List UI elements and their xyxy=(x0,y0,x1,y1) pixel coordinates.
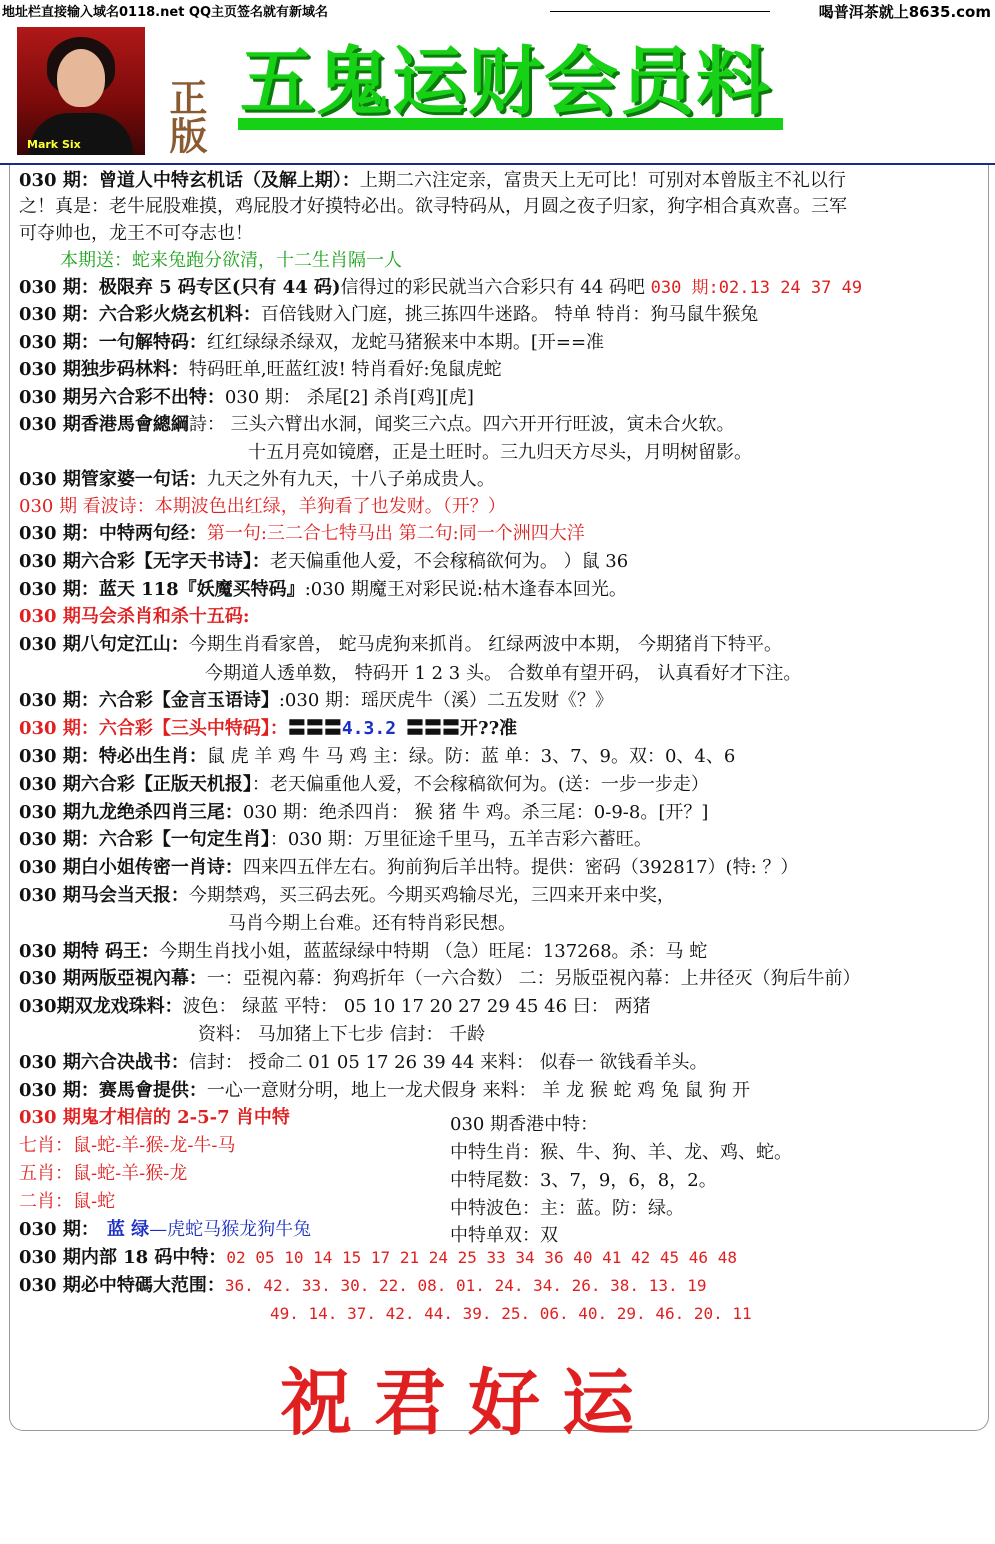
line-blue-green: 030 期： 蓝 绿—虎蛇马猴龙狗牛兔 xyxy=(19,1219,312,1240)
line-eight-verses: 030 期八句定江山：今期生肖看家兽， 蛇马虎狗来抓肖。 红绿两波中本期， 今期猪肖下特平。 xyxy=(19,634,783,655)
line-atv-inside: 030 期两版亞視內幕：一：亞視內幕：狗鸡折年（一六合数） 二：另版亞視內幕：上井径灭（狗后牛前） xyxy=(19,968,861,989)
line-no-special: 030 期另六合彩不出特：030 期： 杀尾[2] 杀肖[鸡][虎] xyxy=(19,387,474,408)
line-must-zodiac: 030 期：特必出生肖：鼠 虎 羊 鸡 牛 马 鸡 主：绿。防：蓝 单：3、7、9。双：0、4、6 xyxy=(19,746,736,767)
line-heaven-report: 030 期六合彩【正版天机报】：老天偏重他人爱，不会稼稿欲何为。(送：一步一步走） xyxy=(19,774,709,795)
top-bar-left-text: 地址栏直接输入域名0118.net QQ主页签名就有新域名 xyxy=(2,5,329,20)
good-luck-blessing: 祝君好运 xyxy=(280,1360,657,1445)
top-bar-divider xyxy=(550,11,770,12)
line-eight-verses-2: 今期道人透单数， 特码开 1 2 3 头。 合数单有望开码， 认真看好才下注。 xyxy=(205,663,802,684)
line-two-zodiac: 二肖：鼠-蛇 xyxy=(19,1191,116,1212)
line-one-sentence: 030 期：六合彩【一句定生肖】：030 期：万里征途千里马，五羊吉彩六蓄旺。 xyxy=(19,829,652,850)
line-discard-5: 030 期：极限弃 5 码专区(只有 44 码)信得过的彩民就当六合彩只有 44 码吧 030 期:02.13 24 37 49 xyxy=(19,277,863,298)
page-title: 五鬼运财会员料 xyxy=(240,39,772,125)
line-seven-zodiac: 七肖：鼠-蛇-羊-猴-龙-牛-马 xyxy=(19,1135,236,1156)
line-twin-dragons: 030期双龙戏珠料：波色： 绿蓝 平特： 05 10 17 20 27 29 45 46 曰： 两猪 xyxy=(19,996,651,1017)
hk-box-zodiac: 中特生肖：猴、牛、狗、羊、龙、鸡、蛇。 xyxy=(450,1142,792,1163)
line-code-king: 030 期特 码王：今期生肖找小姐，蓝蓝绿绿中特期 （急）旺尾：137268。杀：马 蛇 xyxy=(19,941,708,962)
line-five-zodiac: 五肖：鼠-蛇-羊-猴-龙 xyxy=(19,1163,188,1184)
line-daily-report: 030 期马会当天报：今期禁鸡，买三码去死。今期买鸡输尽光，三四来开来中奖， xyxy=(19,885,675,906)
top-bar xyxy=(0,0,995,20)
line-wordless-book: 030 期六合彩【无字天书诗】：老天偏重他人爱，不会稼稿欲何为。 ）鼠 36 xyxy=(19,551,629,572)
line-solo-code: 030 期独步码林料：特码旺单,旺蓝红波! 特肖看好:兔鼠虎蛇 xyxy=(19,359,502,380)
line-zeng-dao-ren-2: 之！真是：老牛屁股难摸，鸡屁股才好摸特必出。欲寻特码从，月圆之夜子归家，狗字相合真欢喜。三军 xyxy=(19,196,847,217)
hk-box-odd-even: 中特单双：双 xyxy=(450,1225,558,1246)
line-twin-dragons-2: 资料： 马加猪上下七步 信封： 千龄 xyxy=(198,1024,486,1045)
line-three-heads: 030 期：六合彩【三头中特码】：〓〓〓4.3.2 〓〓〓开??准 xyxy=(19,718,518,739)
hk-box-tail: 中特尾数：3、7，9，6，8，2。 xyxy=(450,1170,717,1191)
hk-box-title: 030 期香港中特： xyxy=(450,1114,599,1135)
edition-badge: 正版 xyxy=(163,78,208,154)
line-wave-poem: 030 期 看波诗：本期波色出红绿，羊狗看了也发财。（开？） xyxy=(19,496,506,517)
line-ghost-257: 030 期鬼才相信的 2-5-7 肖中特 xyxy=(19,1107,290,1128)
line-two-sentences: 030 期：中特两句经：第一句:三二合七特马出 第二句:同一个洲四大洋 xyxy=(19,523,585,544)
line-fire-mystery: 030 期：六合彩火烧玄机料：百倍钱财入门庭，挑三拣四牛迷路。 特单 特肖：狗马鼠牛猴兔 xyxy=(19,304,759,325)
line-daily-report-2: 马肖今期上台难。还有特肖彩民想。 xyxy=(228,913,516,934)
line-zeng-dao-ren-3: 可夺帅也，龙王不可夺志也！ xyxy=(19,223,253,244)
line-one-phrase: 030 期：一句解特码：红红绿绿杀绿双，龙蛇马猪猴来中本期。[开==准 xyxy=(19,332,605,353)
line-blue-sky: 030 期：蓝天 118『妖魔买特码』:030 期魔王对彩民说:枯木逢春本回光。 xyxy=(19,579,627,600)
line-wide-range: 030 期必中特碼大范围：36. 42. 33. 30. 22. 08. 01. 24. 34. 26. 38. 13. 19 xyxy=(19,1275,707,1296)
line-kill-zodiac: 030 期马会杀肖和杀十五码: xyxy=(19,606,250,627)
line-inner-18: 030 期内部 18 码中特：02 05 10 14 15 17 21 24 25 33 34 36 40 41 42 45 46 48 xyxy=(19,1247,737,1268)
photo-face-shape xyxy=(57,49,105,107)
photo-tag: Mark Six xyxy=(27,138,81,151)
line-wide-range-2: 49. 14. 37. 42. 44. 39. 25. 06. 40. 29. 46. 20. 11 xyxy=(270,1304,752,1323)
hk-box-wave: 中特波色：主：蓝。防：绿。 xyxy=(450,1198,684,1219)
header-photo xyxy=(17,27,145,155)
line-hk-outline: 030 期香港馬會總綱詩： 三头六臂出水洞，闻奖三六点。四六开开行旺波，寅未合火软。 xyxy=(19,414,735,435)
line-bonus-verse: 本期送：蛇来兔跑分欲清，十二生肖隔一人 xyxy=(60,250,402,271)
top-bar-right-text: 喝普洱茶就上8635.com xyxy=(818,3,991,21)
line-decisive-battle: 030 期六合决战书：信封： 授命二 01 05 17 26 39 44 来料： 似春一 欲钱看羊头。 xyxy=(19,1052,708,1073)
line-housekeeper: 030 期管家婆一句话：九天之外有九天，十八子弟成贵人。 xyxy=(19,469,495,490)
line-nine-dragons: 030 期九龙绝杀四肖三尾：030 期：绝杀四肖： 猴 猪 牛 鸡。杀三尾：0-9-8。[开？] xyxy=(19,802,709,823)
line-miss-bai: 030 期白小姐传密一肖诗：四来四五伴左右。狗前狗后羊出特。提供：密码（392817）(特: ？） xyxy=(19,857,799,878)
line-racing-club: 030 期：赛馬會提供：一心一意财分明，地上一龙犬假身 来料： 羊 龙 猴 蛇 鸡 兔 鼠 狗 开 xyxy=(19,1080,751,1101)
line-hk-outline-2: 十五月亮如镜磨，正是土旺时。三九归天方尽头，月明树留影。 xyxy=(248,442,752,463)
line-golden-words: 030 期：六合彩【金言玉语诗】:030 期：瑶厌虎牛（溪）二五发财《？》 xyxy=(19,690,613,711)
line-zeng-dao-ren: 030 期：曾道人中特玄机话（及解上期）：上期二六注定亲，富贵天上无可比！可别对本曾版主不礼以行 xyxy=(19,170,846,191)
